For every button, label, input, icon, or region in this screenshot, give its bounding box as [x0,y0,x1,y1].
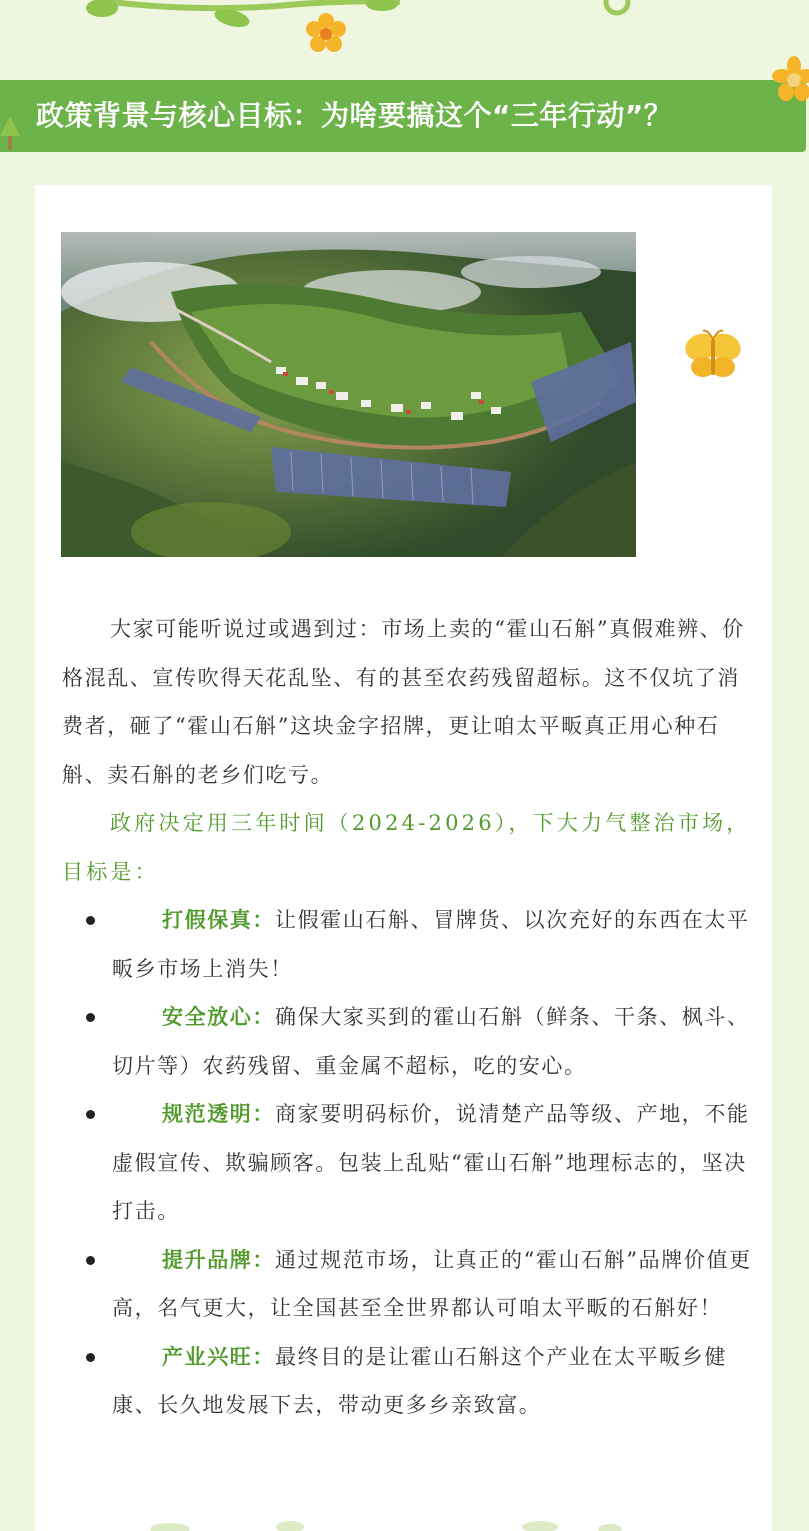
goal-keyword: 安全放心： [162,1004,275,1029]
goal-keyword: 打假保真： [162,907,275,932]
bullet-icon [86,1353,95,1362]
goal-text: 最终目的是让霍山石斛这个产业在太平畈乡健康、长久地发展下去，带动更多乡亲致富。 [112,1344,727,1417]
goal-intro-paragraph: 政府决定用三年时间（2024-2026），下大力气整治市场，目标是： [62,811,751,884]
intro-paragraph: 大家可能听说过或遇到过：市场上卖的“霍山石斛”真假难辨、价格混乱、宣传吹得天花乱坠、有的甚至农药残留超标。这不仅坑了消费者，砸了“霍山石斛”这块金字招牌，更让咱太平畈真正用心种石斛、卖石斛的老乡们吃亏。 [62,617,745,787]
goal-text: 确保大家买到的霍山石斛（鲜条、干条、枫斗、切片等）农药残留、重金属不超标，吃的安心。 [112,1005,750,1078]
list-item [62,1090,752,1236]
leaf-vine-icon [0,1515,809,1531]
goal-text: 通过规范市场，让真正的“霍山石斛”品牌价值更高，名气更大，让全国甚至全世界都认可咱太平畈的石斛好！ [112,1247,752,1320]
bullet-icon [86,1256,95,1265]
bullet-icon [86,1110,95,1119]
list-item [62,1333,752,1430]
goal-keyword: 提升品牌： [162,1246,275,1272]
goal-keyword: 产业兴旺： [162,1343,275,1369]
flower-icon [770,56,809,108]
aerial-valley-photo [61,232,636,557]
goal-text: 让假霍山石斛、冒牌货、以次充好的东西在太平畈乡市场上消失！ [112,908,750,981]
list-item [62,1236,752,1333]
section-title: 政策背景与核心目标：为啥要搞这个“三年行动”？ [36,99,673,132]
list-item [62,993,752,1090]
goal-keyword: 规范透明： [162,1101,275,1126]
article-body [62,605,752,1430]
goal-text: 商家要明码标价，说清楚产品等级、产地，不能虚假宣传、欺骗顾客。包装上乱贴“霍山石斛”地理标志的，坚决打击。 [112,1102,750,1223]
leaf-vine-icon [0,0,809,80]
bullet-icon [86,1013,95,1022]
list-item [62,896,752,993]
section-title-banner [0,80,806,152]
content-card [35,185,772,1531]
flower-icon [305,12,347,54]
goal-list [62,896,752,1430]
butterfly-icon [683,327,743,383]
tree-icon [0,114,28,154]
bullet-icon [86,916,95,925]
